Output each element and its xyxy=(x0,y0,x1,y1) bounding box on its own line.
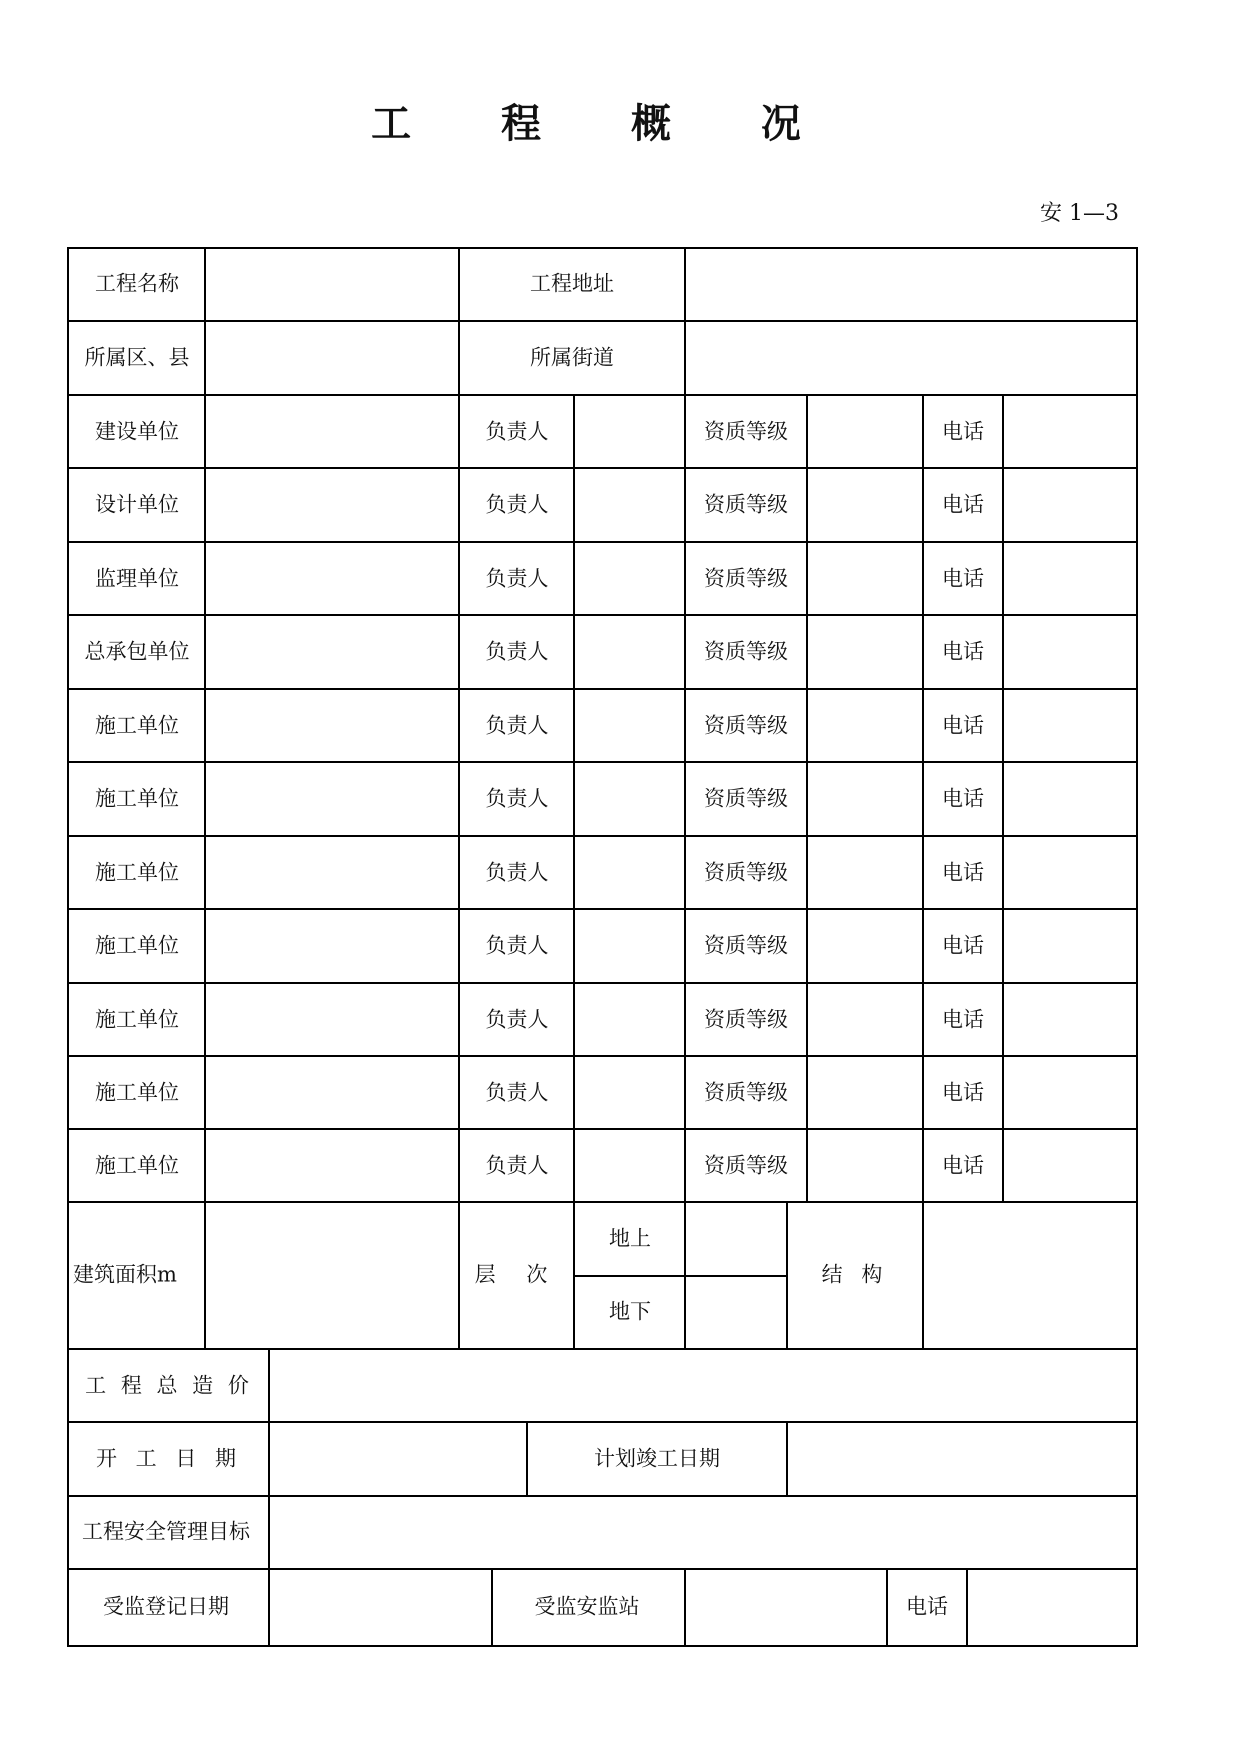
phone-field[interactable] xyxy=(1004,1057,1136,1128)
phone-field[interactable] xyxy=(1004,984,1136,1055)
street-field[interactable] xyxy=(686,322,1136,394)
supervision-station-field[interactable] xyxy=(686,1570,886,1645)
phone-label: 电话 xyxy=(942,933,984,957)
unit-name-field[interactable] xyxy=(206,837,458,908)
person-in-charge-label: 负责人 xyxy=(485,1080,549,1104)
qualification-label: 资质等级 xyxy=(704,1007,788,1031)
district-field[interactable] xyxy=(206,322,458,394)
station-phone-field[interactable] xyxy=(968,1570,1136,1645)
label-total-cost: 工 程 总 造 价 xyxy=(85,1373,253,1398)
unit-label: 施工单位 xyxy=(95,1080,179,1104)
label-above-ground: 地上 xyxy=(609,1226,651,1251)
phone-field[interactable] xyxy=(1004,543,1136,614)
structure-field[interactable] xyxy=(924,1203,1136,1348)
start-date-field[interactable] xyxy=(270,1423,526,1495)
person-in-charge-label: 负责人 xyxy=(485,786,549,810)
person-in-charge-field[interactable] xyxy=(575,690,684,761)
qualification-label: 资质等级 xyxy=(704,933,788,957)
label-supervision-station: 受监安监站 xyxy=(534,1594,640,1619)
qualification-field[interactable] xyxy=(808,910,922,981)
unit-name-field[interactable] xyxy=(206,469,458,540)
phone-field[interactable] xyxy=(1004,616,1136,687)
person-in-charge-label: 负责人 xyxy=(485,713,549,737)
above-ground-field[interactable] xyxy=(686,1203,786,1275)
phone-field[interactable] xyxy=(1004,469,1136,540)
unit-name-field[interactable] xyxy=(206,763,458,834)
unit-label: 施工单位 xyxy=(95,1153,179,1177)
phone-label: 电话 xyxy=(942,419,984,443)
qualification-field[interactable] xyxy=(808,763,922,834)
label-station-phone: 电话 xyxy=(906,1594,948,1619)
label-project-address: 工程地址 xyxy=(530,271,614,296)
person-in-charge-label: 负责人 xyxy=(485,566,549,590)
qualification-field[interactable] xyxy=(808,837,922,908)
phone-label: 电话 xyxy=(942,1080,984,1104)
label-planned-completion: 计划竣工日期 xyxy=(594,1446,720,1471)
phone-label: 电话 xyxy=(942,492,984,516)
person-in-charge-field[interactable] xyxy=(575,543,684,614)
person-in-charge-label: 负责人 xyxy=(485,933,549,957)
phone-label: 电话 xyxy=(942,860,984,884)
label-register-date: 受监登记日期 xyxy=(103,1594,229,1619)
person-in-charge-field[interactable] xyxy=(575,984,684,1055)
person-in-charge-label: 负责人 xyxy=(485,492,549,516)
qualification-label: 资质等级 xyxy=(704,639,788,663)
unit-label: 施工单位 xyxy=(95,860,179,884)
qualification-label: 资质等级 xyxy=(704,566,788,590)
phone-field[interactable] xyxy=(1004,396,1136,467)
phone-label: 电话 xyxy=(942,639,984,663)
qualification-field[interactable] xyxy=(808,469,922,540)
unit-label: 总承包单位 xyxy=(84,639,190,663)
person-in-charge-label: 负责人 xyxy=(485,419,549,443)
project-name-field[interactable] xyxy=(206,249,458,320)
person-in-charge-field[interactable] xyxy=(575,469,684,540)
label-floors: 层 次 xyxy=(474,1262,560,1287)
qualification-field[interactable] xyxy=(808,396,922,467)
label-district: 所属区、县 xyxy=(84,345,190,370)
project-address-field[interactable] xyxy=(686,249,1136,320)
person-in-charge-field[interactable] xyxy=(575,1130,684,1201)
form-code: 安 1—3 xyxy=(1040,201,1119,226)
register-date-field[interactable] xyxy=(270,1570,491,1645)
qualification-field[interactable] xyxy=(808,690,922,761)
below-ground-field[interactable] xyxy=(686,1277,786,1348)
phone-label: 电话 xyxy=(942,1153,984,1177)
unit-label: 监理单位 xyxy=(95,566,179,590)
phone-field[interactable] xyxy=(1004,910,1136,981)
qualification-label: 资质等级 xyxy=(704,1153,788,1177)
phone-label: 电话 xyxy=(942,1007,984,1031)
label-street: 所属街道 xyxy=(530,345,614,370)
unit-name-field[interactable] xyxy=(206,1057,458,1128)
person-in-charge-label: 负责人 xyxy=(485,639,549,663)
unit-label: 施工单位 xyxy=(95,713,179,737)
qualification-label: 资质等级 xyxy=(704,419,788,443)
unit-name-field[interactable] xyxy=(206,616,458,687)
label-start-date: 开 工 日 期 xyxy=(95,1446,243,1471)
person-in-charge-field[interactable] xyxy=(575,763,684,834)
unit-name-field[interactable] xyxy=(206,396,458,467)
unit-label: 设计单位 xyxy=(95,492,179,516)
qualification-field[interactable] xyxy=(808,1057,922,1128)
person-in-charge-field[interactable] xyxy=(575,837,684,908)
unit-name-field[interactable] xyxy=(206,690,458,761)
unit-label: 施工单位 xyxy=(95,933,179,957)
phone-field[interactable] xyxy=(1004,763,1136,834)
person-in-charge-field[interactable] xyxy=(575,910,684,981)
label-structure: 结 构 xyxy=(821,1262,889,1287)
page-title: 工 程 概 况 xyxy=(371,100,839,147)
qualification-field[interactable] xyxy=(808,616,922,687)
unit-label: 施工单位 xyxy=(95,1007,179,1031)
safety-goal-field[interactable] xyxy=(270,1497,1136,1568)
person-in-charge-field[interactable] xyxy=(575,1057,684,1128)
unit-label: 建设单位 xyxy=(95,419,179,443)
qualification-label: 资质等级 xyxy=(704,860,788,884)
unit-name-field[interactable] xyxy=(206,984,458,1055)
person-in-charge-label: 负责人 xyxy=(485,1007,549,1031)
phone-label: 电话 xyxy=(942,786,984,810)
label-below-ground: 地下 xyxy=(609,1299,651,1324)
qualification-field[interactable] xyxy=(808,543,922,614)
label-building-area: 建筑面积m xyxy=(73,1262,177,1287)
person-in-charge-label: 负责人 xyxy=(485,860,549,884)
qualification-label: 资质等级 xyxy=(704,1080,788,1104)
unit-name-field[interactable] xyxy=(206,1130,458,1201)
building-area-field[interactable] xyxy=(206,1203,458,1348)
qualification-field[interactable] xyxy=(808,1130,922,1201)
person-in-charge-field[interactable] xyxy=(575,616,684,687)
qualification-label: 资质等级 xyxy=(704,492,788,516)
unit-label: 施工单位 xyxy=(95,786,179,810)
qualification-field[interactable] xyxy=(808,984,922,1055)
unit-name-field[interactable] xyxy=(206,910,458,981)
person-in-charge-label: 负责人 xyxy=(485,1153,549,1177)
unit-name-field[interactable] xyxy=(206,543,458,614)
total-cost-field[interactable] xyxy=(270,1350,1136,1421)
qualification-label: 资质等级 xyxy=(704,786,788,810)
phone-label: 电话 xyxy=(942,566,984,590)
label-safety-goal: 工程安全管理目标 xyxy=(82,1519,250,1544)
phone-field[interactable] xyxy=(1004,1130,1136,1201)
phone-label: 电话 xyxy=(942,713,984,737)
phone-field[interactable] xyxy=(1004,837,1136,908)
planned-completion-field[interactable] xyxy=(788,1423,1136,1495)
label-project-name: 工程名称 xyxy=(95,271,179,296)
phone-field[interactable] xyxy=(1004,690,1136,761)
person-in-charge-field[interactable] xyxy=(575,396,684,467)
qualification-label: 资质等级 xyxy=(704,713,788,737)
